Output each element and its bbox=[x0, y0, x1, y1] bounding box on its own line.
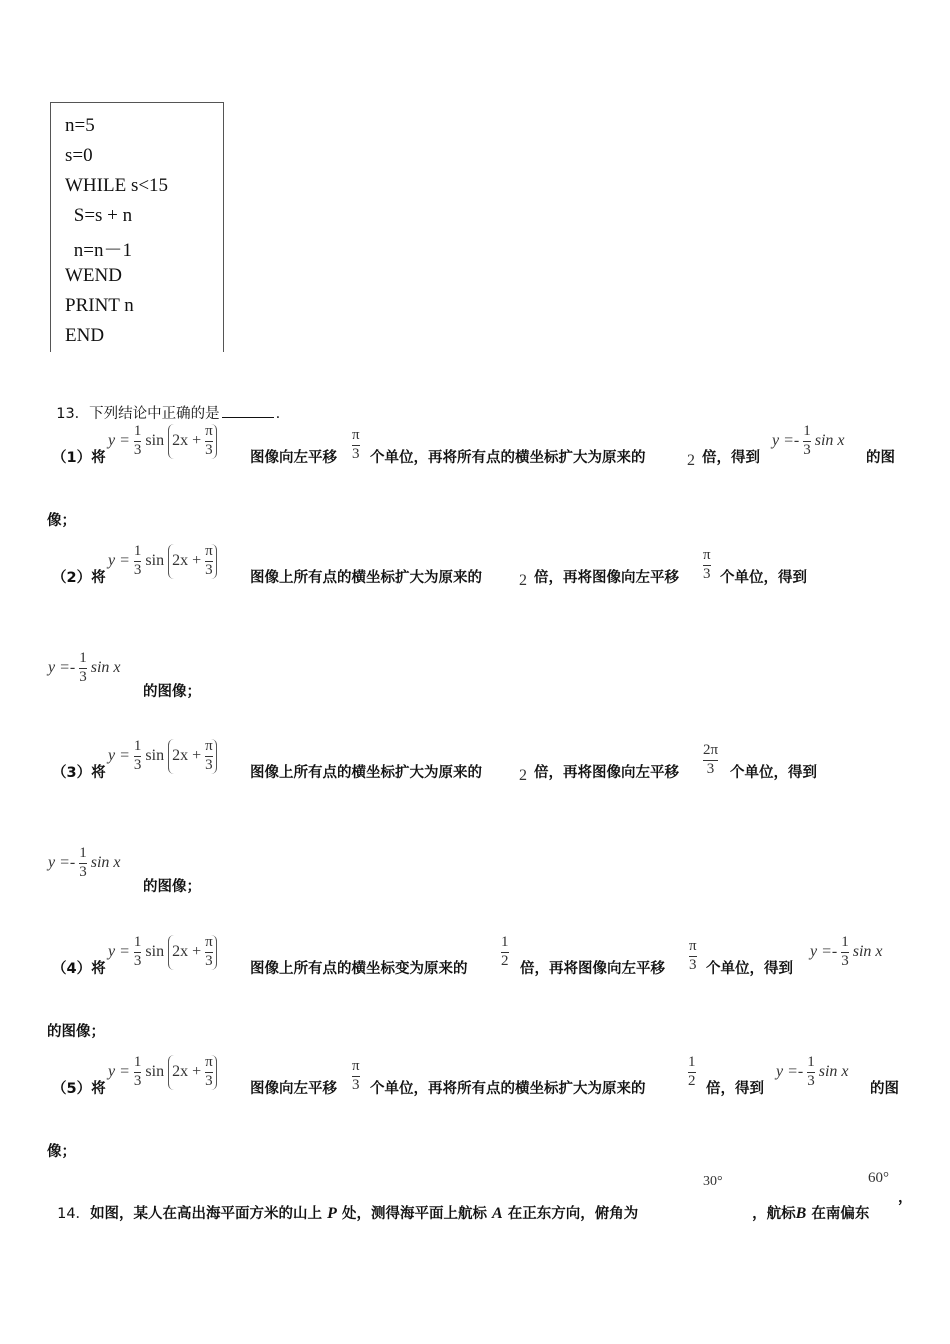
num-2: 2 bbox=[687, 452, 695, 469]
frac-1-2: $\frac{1}{2}$ bbox=[688, 1054, 696, 1089]
q14-number: 14． bbox=[57, 1206, 91, 1222]
q14-t6: ， bbox=[898, 1190, 913, 1206]
q13-item-1-t3: 倍，得到 bbox=[702, 450, 760, 466]
formula-result-5: y =- $\frac{1}{3}$ sin x bbox=[776, 1054, 849, 1089]
q13-item-2-label: （2）将 bbox=[52, 570, 106, 586]
formula-result-4: y =- $\frac{1}{3}$ sin x bbox=[810, 934, 883, 969]
code-line: END bbox=[65, 325, 105, 346]
q14-t4: ，航标 bbox=[752, 1206, 796, 1222]
q14-P: P bbox=[327, 1205, 337, 1222]
frac-one-third: $\frac{1}{3}$ bbox=[133, 423, 142, 458]
q13-number: 13． bbox=[56, 406, 90, 422]
q13-item-4-t4: 的图像； bbox=[47, 1024, 105, 1040]
q13-item-4-label: （4）将 bbox=[52, 961, 106, 977]
frac-1-2: $\frac{1}{2}$ bbox=[501, 934, 509, 969]
formula-y3: y = $\frac{1}{3}$ sin 2x + $\frac{\pi}{3}$ bbox=[108, 739, 217, 774]
frac-pi-3: $\frac{\pi}{3}$ bbox=[352, 427, 360, 462]
q13-item-4-t3: 个单位，得到 bbox=[706, 961, 793, 977]
formula-y4: y = $\frac{1}{3}$ sin 2x + $\frac{\pi}{3}$ bbox=[108, 935, 217, 970]
q13-item-5-t3: 倍，得到 bbox=[706, 1081, 764, 1097]
q13-item-5-t4: 的图 bbox=[870, 1081, 899, 1097]
answer-blank bbox=[222, 417, 274, 418]
formula-result-3: y =- $\frac{1}{3}$ sin x bbox=[48, 845, 121, 880]
formula-y5: y = $\frac{1}{3}$ sin 2x + $\frac{\pi}{3}$ bbox=[108, 1055, 217, 1090]
q13-item-3-t2: 倍，再将图像向左平移 bbox=[534, 765, 679, 781]
q13-item-3-t3: 个单位，得到 bbox=[730, 765, 817, 781]
q13-item-1-t4: 的图 bbox=[866, 450, 895, 466]
formula-result-2: y =- $\frac{1}{3}$ sin x bbox=[48, 650, 121, 685]
q14-deg60: 60° bbox=[868, 1170, 889, 1186]
q14-line bbox=[47, 1186, 638, 1223]
q14-t1: 如图，某人在高出海平面方米的山上 bbox=[90, 1206, 323, 1222]
q14-t5: 在南偏东 bbox=[811, 1206, 870, 1222]
q13-item-5-t5: 像； bbox=[47, 1144, 76, 1160]
num-2: 2 bbox=[519, 767, 527, 784]
q13-item-5-t2: 个单位，再将所有点的横坐标扩大为原来的 bbox=[370, 1081, 646, 1097]
formula-y1 bbox=[108, 424, 217, 459]
q13-item-2-t3: 个单位，得到 bbox=[720, 570, 807, 586]
num-2: 2 bbox=[519, 572, 527, 589]
q13-item-4-t2: 倍，再将图像向左平移 bbox=[520, 961, 665, 977]
q14-B: B bbox=[795, 1205, 807, 1222]
frac-pi-3: $\frac{\pi}{3}$ bbox=[703, 547, 711, 582]
q13-stem bbox=[47, 386, 280, 423]
q14-t3: 在正东方向，俯角为 bbox=[507, 1206, 639, 1222]
q13-stem-text: 下列结论中正确的是 bbox=[89, 406, 220, 422]
formula-y2: y = $\frac{1}{3}$ sin 2x + $\frac{\pi}{3}$ bbox=[108, 544, 217, 579]
frac-pi-3: $\frac{\pi}{3}$ bbox=[352, 1058, 360, 1093]
code-line: n=n－1 bbox=[69, 240, 132, 261]
q14-A: A bbox=[492, 1205, 503, 1222]
q13-item-5-t1: 图像向左平移 bbox=[250, 1081, 337, 1097]
q13-item-3-t4: 的图像； bbox=[143, 879, 201, 895]
q13-item-1-t2: 个单位，再将所有点的横坐标扩大为原来的 bbox=[370, 450, 646, 466]
q13-item-5-label: （5）将 bbox=[52, 1081, 106, 1097]
frac-2pi-3: $\frac{2\pi}{3}$ bbox=[703, 742, 719, 777]
q13-item-4-t1: 图像上所有点的横坐标变为原来的 bbox=[250, 961, 468, 977]
frac-pi-3: $\frac{\pi}{3}$ bbox=[689, 938, 697, 973]
q13-item-2-t4: 的图像； bbox=[143, 684, 201, 700]
code-line: PRINT n bbox=[65, 295, 134, 316]
q13-item-3-label: （3）将 bbox=[52, 765, 106, 781]
q14-line-2 bbox=[742, 1186, 869, 1223]
q13-period: . bbox=[275, 406, 281, 422]
paren-group: 2x + $\frac{\pi}{3}$ bbox=[168, 424, 217, 459]
sin: sin bbox=[145, 431, 165, 449]
q13-item-3-t1: 图像上所有点的横坐标扩大为原来的 bbox=[250, 765, 482, 781]
formula-result-1: y =- $\frac{1}{3}$ sin x bbox=[772, 423, 845, 458]
code-box bbox=[50, 102, 224, 352]
y-eq: y = bbox=[108, 431, 130, 449]
q13-item-1-label: （1）将 bbox=[52, 450, 106, 466]
q13-item-2-t2: 倍，再将图像向左平移 bbox=[534, 570, 679, 586]
q13-item-1-t5: 像； bbox=[47, 513, 76, 529]
q13-item-2-t1: 图像上所有点的横坐标扩大为原来的 bbox=[250, 570, 482, 586]
code-line: S=s + n bbox=[69, 205, 133, 226]
q13-item-1-t1: 图像向左平移 bbox=[250, 450, 337, 466]
q14-t2: 处，测得海平面上航标 bbox=[341, 1206, 487, 1222]
code-line: s=0 bbox=[65, 145, 93, 166]
code-line: WEND bbox=[65, 265, 122, 286]
q14-deg30: 30° bbox=[703, 1174, 723, 1189]
code-line: n=5 bbox=[65, 115, 95, 136]
code-line: WHILE s<15 bbox=[65, 175, 169, 196]
